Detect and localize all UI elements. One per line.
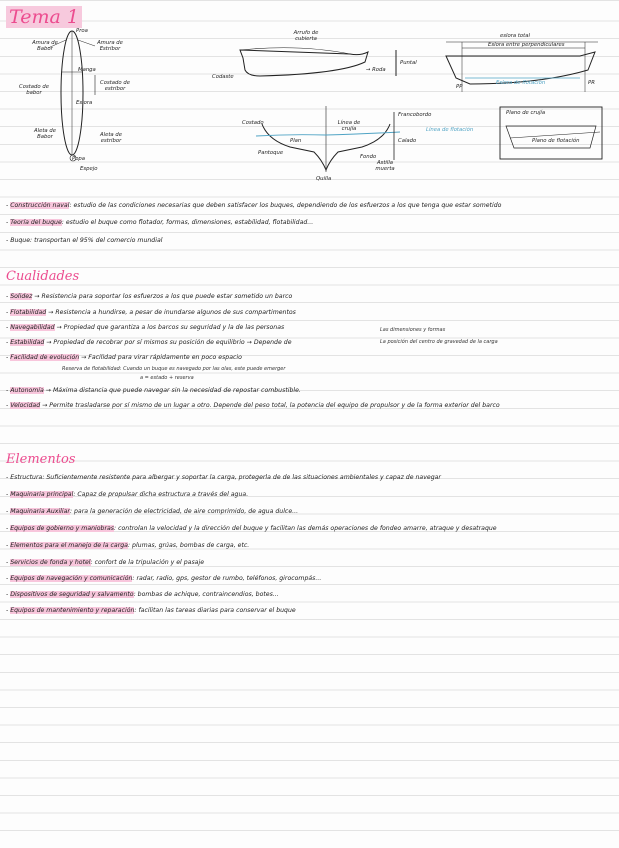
elemento-line: - Maquinaria Auxiliar: para la generación de electricidad, de aire comprimido, de agua dulce... <box>6 508 299 515</box>
label-amura-estribor: Amura de Estribor <box>97 40 123 52</box>
intro-term: Buque <box>10 237 31 244</box>
label-popa: Popa <box>72 156 86 162</box>
elemento-line: - Equipos de mantenimiento y reparación: facilitan las tareas diarias para conservar el buque <box>6 607 296 614</box>
cualidad-line: - Solidez → Resistencia para soportar los esfuerzos a los que puede estar sometido un barco <box>6 293 293 300</box>
cualidad-line: - Navegabilidad → Propiedad que garantiza a los barcos su seguridad y la de las personas <box>6 324 285 331</box>
label-aleta-estribor: Aleta de estribor <box>100 132 122 144</box>
label-eslora-pp: Eslora entre perpendiculares <box>488 42 565 48</box>
elemento-line: - Equipos de navegación y comunicación: radar, radio, gps, gestor de rumbo, teléfonos, girocompás... <box>6 575 322 582</box>
label-quilla: Quilla <box>316 176 332 182</box>
elemento-line: - Maquinaria principal: Capaz de propulsar dicha estructura a través del agua. <box>6 491 249 498</box>
label-linea-crujia: Línea de crujía <box>337 120 361 132</box>
label-espejo: Espejo <box>80 166 98 172</box>
depende-2: La posición del centro de gravedad de la carga <box>380 339 498 345</box>
intro-term: Construcción naval <box>10 202 70 209</box>
label-pr: PR <box>588 80 595 86</box>
depende-1: Las dimensiones y formas <box>380 327 446 333</box>
label-plano-flotacion: Plano de flotación <box>532 138 580 144</box>
label-astilla: Astilla muerta <box>375 160 395 172</box>
label-pantoque: Pantoque <box>258 150 284 156</box>
cualidad-line: - Autonomía → Máxima distancia que puede navegar sin la necesidad de repostar combustible. <box>6 387 301 394</box>
heading-elementos: Elementos <box>6 452 76 467</box>
elemento-line: - Dispositivos de seguridad y salvamento: bombas de achique, contraincendios, botes... <box>6 591 279 598</box>
label-fondo: Fondo <box>360 154 377 160</box>
intro-text: : estudio el buque como flotador, formas, dimensiones, estabilidad, flotabilidad... <box>61 219 314 226</box>
elemento-line: - Estructura: Suficientemente resistente para albergar y soportar la carga, protegerla de de las situaciones ambientales y capaz de navegar <box>6 474 441 481</box>
label-amura-babor: Amura de Babor <box>32 40 58 52</box>
label-plan: Plan <box>290 138 302 144</box>
intro-line: - Buque: transportan el 95% del comercio mundial <box>6 237 163 244</box>
label-costado-babor: Costado de babor <box>19 84 49 96</box>
cualidad-line: - Facilidad de evolución → Facilidad para virar rápidamente en poco espacio <box>6 354 242 361</box>
label-costado-estribor: Costado de estribor <box>100 80 130 92</box>
elemento-line: - Servicios de fonda y hotel: confort de la tripulación y el pasaje <box>6 559 204 566</box>
elemento-line: - Elementos para el manejo de la carga: plumas, grúas, bombas de carga, etc. <box>6 542 250 549</box>
label-francobordo: Francobordo <box>398 112 432 118</box>
label-eslora-total: eslora total <box>500 33 530 39</box>
label-manga: Manga <box>78 67 96 73</box>
reserva-note-2: a = estado + reserva <box>140 375 194 381</box>
label-plano-crujia: Plano de crujía <box>506 110 546 116</box>
intro-text: : transportan el 95% del comercio mundial <box>30 237 163 244</box>
reserva-note: Reserva de flotabilidad: Cuando un buque es navegado por las olas, este puede emerger <box>62 366 286 372</box>
label-aleta-babor: Aleta de Babor <box>34 128 56 140</box>
cualidad-line: - Estabilidad → Propiedad de recobrar por sí mismos su posición de equilibrio → Depende de <box>6 339 292 346</box>
label-codaste: Codaste <box>212 74 234 80</box>
label-costado: Costado <box>242 120 264 126</box>
label-eslora-flotacion: Eslora de flotación <box>496 80 546 86</box>
label-proa: Proa <box>76 28 88 34</box>
cualidad-line: - Velocidad → Permite trasladarse por sí mismo de un lugar a otro. Depende del peso total, la potencia del equipo de propulsor y de la forma exterior del barco <box>6 402 500 409</box>
label-pp: PP <box>456 84 463 90</box>
intro-line: - Construcción naval: estudio de las condiciones necesarias que deben satisfacer los buques, dependiendo de los esfuerzos a los que tenga que estar sometido <box>6 202 502 209</box>
heading-cualidades: Cualidades <box>6 269 80 284</box>
cualidad-line: - Flotabilidad → Resistencia a hundirse, a pesar de inundarse algunos de sus compartimentos <box>6 309 296 316</box>
page-title: Tema 1 <box>6 6 82 28</box>
intro-text: : estudio de las condiciones necesarias que deben satisfacer los buques, dependiendo de los esfuerzos a los que tenga que estar sometido <box>69 202 502 209</box>
label-roda: → Roda <box>366 67 386 73</box>
label-flotacion: Línea de flotación <box>426 127 474 133</box>
intro-line: - Teoría del buque: estudio el buque como flotador, formas, dimensiones, estabilidad, flotabilidad... <box>6 219 314 226</box>
label-calado: Calado <box>398 138 417 144</box>
label-puntal: Puntal <box>400 60 417 66</box>
label-arrufo: Arrufo de cubierta <box>293 30 319 42</box>
elemento-line: - Equipos de gobierno y maniobras: controlan la velocidad y la dirección del buque y facilitan las demás operaciones de fondeo amarre, atraque y desatraque <box>6 525 497 532</box>
label-eslora: Eslora <box>76 100 93 106</box>
intro-term: Teoría del buque <box>10 219 62 226</box>
